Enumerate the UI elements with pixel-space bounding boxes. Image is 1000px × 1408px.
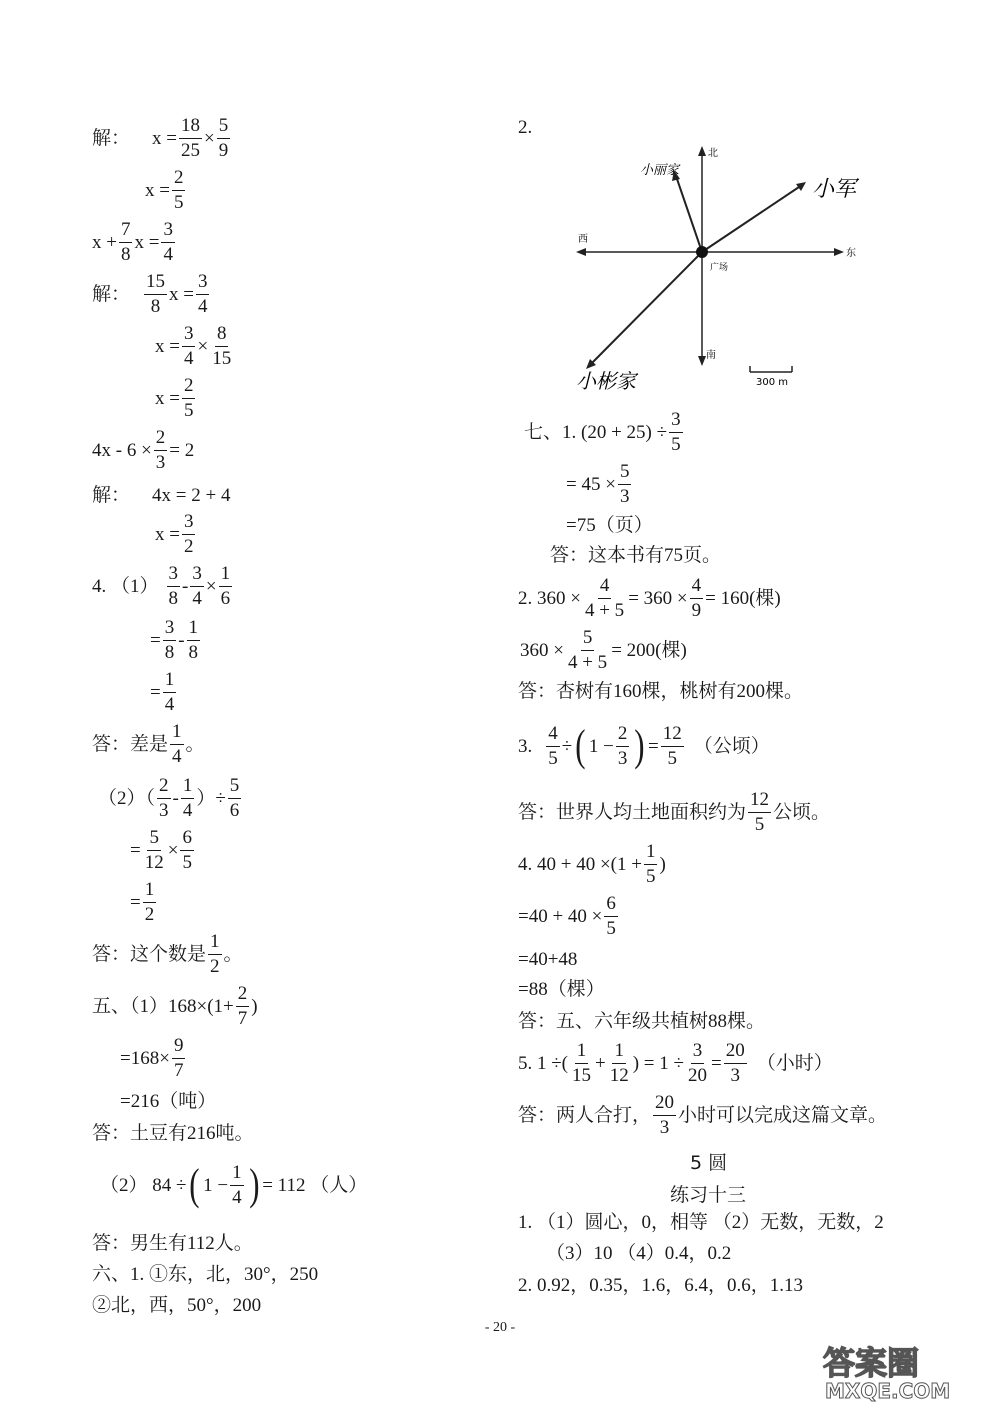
chapter-heading: 5 圆 — [690, 1152, 728, 1174]
eq-line-6: x = $\frac{2}{5}$ — [155, 374, 194, 421]
text-line: 六、1. ①东，北，30°，250 — [92, 1263, 319, 1285]
fraction: $\frac{15}{8}$ — [146, 270, 166, 317]
fraction: $\frac{5}{4 + 5}$ — [567, 626, 608, 673]
fraction: $\frac{12}{5}$ — [750, 788, 770, 835]
west-label: 西 — [578, 234, 588, 245]
east-label: 东 — [846, 248, 856, 259]
eq-line-5: x = $\frac{3}{4}$ × $\frac{8}{15}$ — [155, 322, 232, 369]
fraction: $\frac{12}{5}$ — [662, 722, 682, 769]
fraction: $\frac{20}{3}$ — [655, 1091, 675, 1138]
eq-line-10: 4. （1） $\frac{3}{8}$ - $\frac{3}{4}$ × $\frac{1}{6}$ — [92, 562, 231, 609]
fraction: $\frac{2}{5}$ — [173, 166, 184, 213]
fraction: $\frac{6}{5}$ — [182, 826, 192, 873]
eq-line-19: =168× $\frac{9}{7}$ — [120, 1034, 184, 1081]
answer-line: 答：土豆有216吨。 — [92, 1122, 254, 1144]
answer-line: 答：男生有112人。 — [92, 1232, 253, 1254]
fraction: $\frac{3}{8}$ — [164, 616, 175, 663]
fraction: $\frac{5}{6}$ — [229, 774, 240, 821]
fraction: $\frac{1}{4}$ — [172, 720, 182, 767]
fraction: $\frac{1}{12}$ — [609, 1039, 629, 1086]
fraction: $\frac{3}{4}$ — [197, 270, 208, 317]
eq-line-r6: 360 × $\frac{5}{4 + 5}$ = 200(棵) — [520, 626, 687, 673]
eq-line-22: （2） 84 ÷ ( 1 − $\frac{1}{4}$ ) = 112 （人） — [100, 1160, 368, 1209]
answer-line: 答：两人合打， $\frac{20}{3}$ 小时可以完成这篇文章。 — [518, 1091, 888, 1138]
eq-line-2: x = $\frac{2}{5}$ — [145, 166, 184, 213]
fraction: $\frac{3}{20}$ — [687, 1039, 707, 1086]
eq-line-r10: 4. 40 + 40 ×(1 + $\frac{1}{5}$ ) — [518, 840, 666, 887]
fraction: $\frac{1}{4}$ — [232, 1161, 242, 1208]
svg-text:MXQE.COM: MXQE.COM — [825, 1379, 951, 1402]
label-xiaojun: 小军 — [812, 177, 857, 202]
north-arrow-icon — [698, 146, 706, 156]
ray-sw — [590, 252, 702, 365]
eq-line-1: 解： x = $\frac{18}{25}$ × $\frac{5}{9}$ — [92, 114, 229, 161]
eq-line-7: 4x - 6 × $\frac{2}{3}$ = 2 — [92, 426, 195, 473]
ray-nnw — [676, 176, 702, 252]
fraction: $\frac{7}{8}$ — [120, 218, 131, 265]
eq-line-15: = $\frac{5}{12}$ × $\frac{6}{5}$ — [130, 826, 192, 873]
fraction: $\frac{3}{4}$ — [183, 322, 194, 369]
eq-line-18: 五、（1）168×(1+ $\frac{2}{7}$ ) — [92, 982, 258, 1029]
page-number: - 20 - — [484, 1320, 516, 1335]
answer-line: 答：五、六年级共植树88棵。 — [518, 1010, 766, 1032]
west-arrow-icon — [576, 248, 586, 256]
east-arrow-icon — [834, 248, 844, 256]
eq-line-14: （2）（ $\frac{2}{3}$ - $\frac{1}{4}$ ）÷ $\frac{5}{6}$ — [98, 774, 240, 821]
south-arrow-icon — [698, 356, 706, 366]
section-heading: 练习十三 — [670, 1184, 747, 1206]
fraction: $\frac{1}{4}$ — [164, 668, 175, 715]
fraction: $\frac{3}{5}$ — [671, 408, 681, 455]
eq-line-r3: =75（页） — [566, 514, 653, 536]
fraction: $\frac{1}{6}$ — [220, 562, 231, 609]
fraction: $\frac{20}{3}$ — [725, 1039, 745, 1086]
eq-line-r12: =40+48 — [518, 948, 578, 970]
eq-line-r2: = 45 × $\frac{5}{3}$ — [566, 460, 630, 507]
eq-line-r1: 七、1. (20 + 25) ÷ $\frac{3}{5}$ — [524, 408, 681, 455]
eq-line-16: = $\frac{1}{2}$ — [130, 878, 155, 925]
eq-line-9: x = $\frac{3}{2}$ — [155, 510, 194, 557]
answer-line: 答：杏树有160棵，桃树有200棵。 — [518, 680, 804, 702]
question-number: 2. — [518, 116, 533, 138]
fraction: $\frac{3}{4}$ — [192, 562, 202, 609]
north-label: 北 — [708, 148, 718, 159]
label-xiaoli-home: 小丽家 — [640, 163, 680, 178]
fraction: $\frac{18}{25}$ — [180, 114, 200, 161]
eq-line-r15: 5. 1 ÷( $\frac{1}{15}$ + $\frac{1}{12}$ ) = 1 ÷ $\frac{3}{20}$ = $\frac{20}{3}$ （小时） — [518, 1039, 833, 1086]
fraction: $\frac{5}{3}$ — [619, 460, 630, 507]
answer-line: 答：这个数是 $\frac{1}{2}$ 。 — [92, 930, 243, 977]
svg-text:答案圈: 答案圈 — [823, 1344, 920, 1382]
answer-line: 答：世界人均土地面积约为 $\frac{12}{5}$ 公顷。 — [518, 788, 831, 835]
fraction: $\frac{9}{7}$ — [173, 1034, 184, 1081]
fraction: $\frac{2}{7}$ — [237, 982, 248, 1029]
fraction: $\frac{1}{15}$ — [572, 1039, 592, 1086]
answer-line: 答：差是 $\frac{1}{4}$ 。 — [92, 720, 205, 767]
fraction: $\frac{5}{9}$ — [218, 114, 229, 161]
direction-map — [570, 140, 860, 400]
fraction: $\frac{3}{8}$ — [168, 562, 179, 609]
eq-line-20: =216（吨） — [120, 1090, 217, 1112]
center-label: 广场 — [710, 263, 729, 273]
fraction: $\frac{1}{5}$ — [645, 840, 656, 887]
fraction: $\frac{1}{2}$ — [144, 878, 155, 925]
center-point — [696, 246, 708, 258]
label-xiaobin-home: 小彬家 — [576, 369, 636, 393]
fraction: $\frac{4}{9}$ — [691, 574, 702, 621]
eq-line-r13: =88（棵） — [518, 978, 605, 1000]
fraction: $\frac{2}{3}$ — [155, 426, 166, 473]
fraction: $\frac{1}{8}$ — [188, 616, 199, 663]
scale-label: 300 m — [756, 377, 789, 388]
answer-line: 答：这本书有75页。 — [550, 544, 722, 566]
south-label: 南 — [706, 350, 716, 361]
fraction: $\frac{3}{4}$ — [163, 218, 173, 265]
text-line: 2. 0.92，0.35，1.6，6.4，0.6，1.13 — [518, 1274, 804, 1296]
eq-line-3: x + $\frac{7}{8}$ x = $\frac{3}{4}$ — [92, 218, 173, 265]
fraction: $\frac{1}{2}$ — [210, 930, 220, 977]
text-line: （3）10 （4）0.4，0.2 — [546, 1242, 732, 1264]
fraction: $\frac{2}{3}$ — [617, 722, 628, 769]
watermark-logo — [815, 1340, 995, 1402]
fraction: $\frac{1}{4}$ — [182, 774, 193, 821]
fraction: $\frac{3}{2}$ — [183, 510, 194, 557]
eq-line-12: = $\frac{1}{4}$ — [150, 668, 175, 715]
eq-line-4: 解： $\frac{15}{8}$ x = $\frac{3}{4}$ — [92, 270, 208, 317]
text-line: ②北，西，50°，200 — [92, 1294, 262, 1316]
fraction: $\frac{2}{3}$ — [159, 774, 169, 821]
eq-line-r11: =40 + 40 × $\frac{6}{5}$ — [518, 892, 616, 939]
text-line: 1. （1）圆心，0，相等 （2）无数，无数，2 — [518, 1211, 884, 1233]
fraction: $\frac{8}{15}$ — [212, 322, 232, 369]
eq-line-r5: 2. 360 × $\frac{4}{4 + 5}$ = 360 × $\frac{4}{9}$ = 160(棵) — [518, 574, 781, 621]
eq-line-11: = $\frac{3}{8}$ - $\frac{1}{8}$ — [150, 616, 199, 663]
fraction: $\frac{6}{5}$ — [606, 892, 616, 939]
fraction: $\frac{4}{4 + 5}$ — [584, 574, 625, 621]
eq-line-8: 解： 4x = 2 + 4 — [92, 484, 231, 506]
fraction: $\frac{4}{5}$ — [548, 722, 558, 769]
fraction: $\frac{2}{5}$ — [183, 374, 194, 421]
fraction: $\frac{5}{12}$ — [144, 826, 164, 873]
eq-line-r8: 3. $\frac{4}{5}$ ÷ ( 1 − $\frac{2}{3}$ ) = $\frac{12}{5}$ （公顷） — [518, 721, 770, 770]
ray-ne — [702, 185, 802, 252]
